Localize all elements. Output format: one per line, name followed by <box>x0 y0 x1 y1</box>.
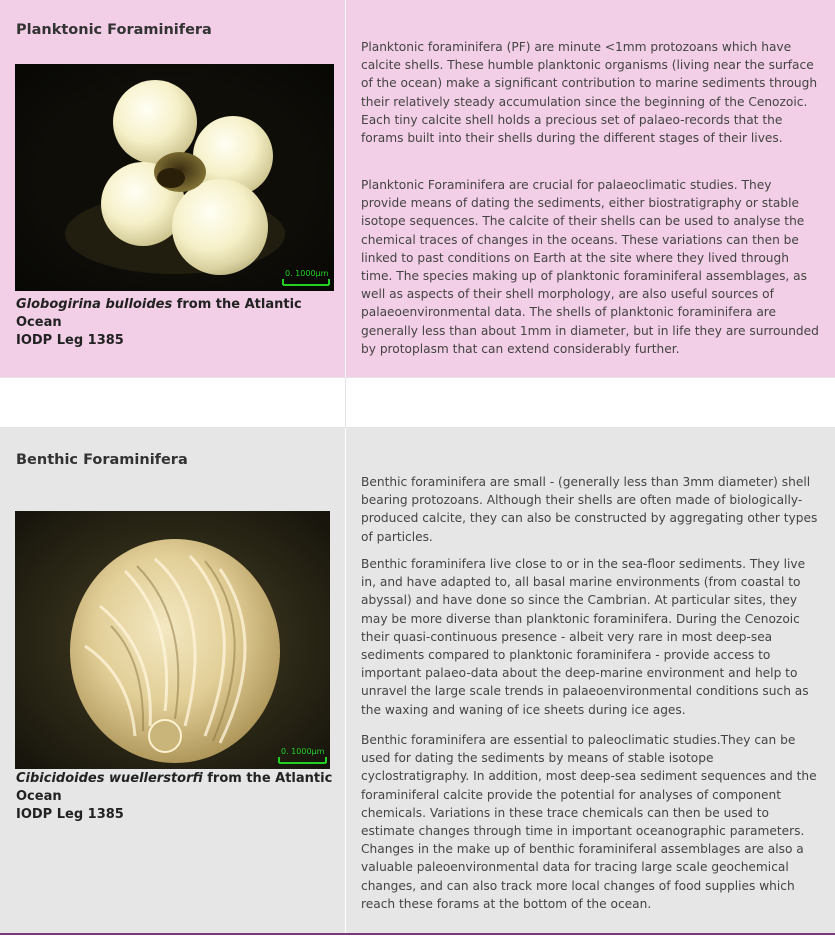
benthic-paragraph-3: Benthic foraminifera are essential to paleoclimatic studies.They can be used for dating the sediments by means of stable isotope cyclostratigraphy. In addition, most deep-sea sediment sequences and the foraminiferal calcite provide the potential for analyses of component chemicals. Variations in these trace chemicals can then be used to estimate changes through time in important oceanographic parameters. Changes in the make up of benthic foraminiferal assemblages are also a valuable paleoenvironmental data for tracing large scale geochemical changes, and can also track more local changes of food supplies which reach these forams at the bottom of the ocean. <box>361 733 817 911</box>
benthic-paragraph-2: Benthic foraminifera live close to or in the sea-floor sediments. They live in, and have adapted to, all basal marine environments (from coastal to abyssal) and have done so since the Cambrian. At particular sites, they may be more diverse than planktonic foraminifera. During the Cenozoic their quasi-continuous presence - albeit very rare in most deep-sea sediments compared to planktonic foraminifera - provide access to important palaeo-data about the deep-marine environment and help to unravel the large scale trends in palaeoenvironmental conditions such as the waxing and waning of ice sheets during ice ages. <box>361 557 809 717</box>
cibicidoides-wuellerstorfi-image <box>15 511 330 769</box>
planktonic-heading: Planktonic Foraminifera <box>16 22 212 38</box>
planktonic-paragraph-2: Planktonic Foraminifera are crucial for palaeoclimatic studies. They provide means of dating the sediments, either biostratigraphy or stable isotope sequences. The calcite of their shells can be used to analyse the chemical traces of changes in the oceans. These variations can then be linked to past conditions on Earth at the site where they lived through time. The species making up of planktonic foraminiferal assemblages, as well as aspects of their shell morphology, are also useful sources of palaeoenvironmental data. The shells of planktonic foraminifera are generally less than about 1mm in diameter, but in life they are surrounded by protoplasm that can extend considerably further. <box>361 178 819 356</box>
spacer-cell-left <box>0 377 345 428</box>
planktonic-paragraph-1: Planktonic foraminifera (PF) are minute <1mm protozoans which have calcite shells. These humble planktonic organisms (living near the surface of the ocean) make a significant contribution to marine sediments through their relatively steady accumulation since the beginning of the Cenozoic. Each tiny calcite shell holds a precious set of palaeo-records that the forams built into their shells during the different stages of their lives. <box>361 40 818 146</box>
planktonic-section <box>0 0 835 377</box>
bottom-divider <box>0 933 835 935</box>
planktonic-foram-photo <box>15 64 334 291</box>
benthic-heading: Benthic Foraminifera <box>16 452 188 468</box>
benthic-caption: Cibicidoides wuellerstorfi from the Atlantic Ocean IODP Leg 1385 <box>16 771 333 822</box>
globigerina-bulloides-image <box>15 64 334 291</box>
benthic-section <box>0 428 835 933</box>
benthic-species-name: Cibicidoides wuellerstorfi <box>16 771 203 786</box>
benthic-paragraph-1: Benthic foraminifera are small - (generally less than 3mm diameter) shell bearing protozoans. Although their shells are often made of biologically-produced calcite, they can also be constructed by aggregating other types of particles. <box>361 475 818 544</box>
spacer-cell-right <box>346 377 835 428</box>
benthic-foram-photo <box>15 511 330 769</box>
planktonic-leg: IODP Leg 1385 <box>16 333 124 348</box>
planktonic-species-name: Globogirina bulloides <box>16 297 173 312</box>
benthic-scale-label: 0. 1000µm <box>281 747 325 756</box>
benthic-leg: IODP Leg 1385 <box>16 807 124 822</box>
spacer-row <box>0 377 835 428</box>
planktonic-scale-label: 0. 1000µm <box>285 269 329 278</box>
planktonic-caption: Globogirina bulloides from the Atlantic Ocean IODP Leg 1385 <box>16 297 302 348</box>
